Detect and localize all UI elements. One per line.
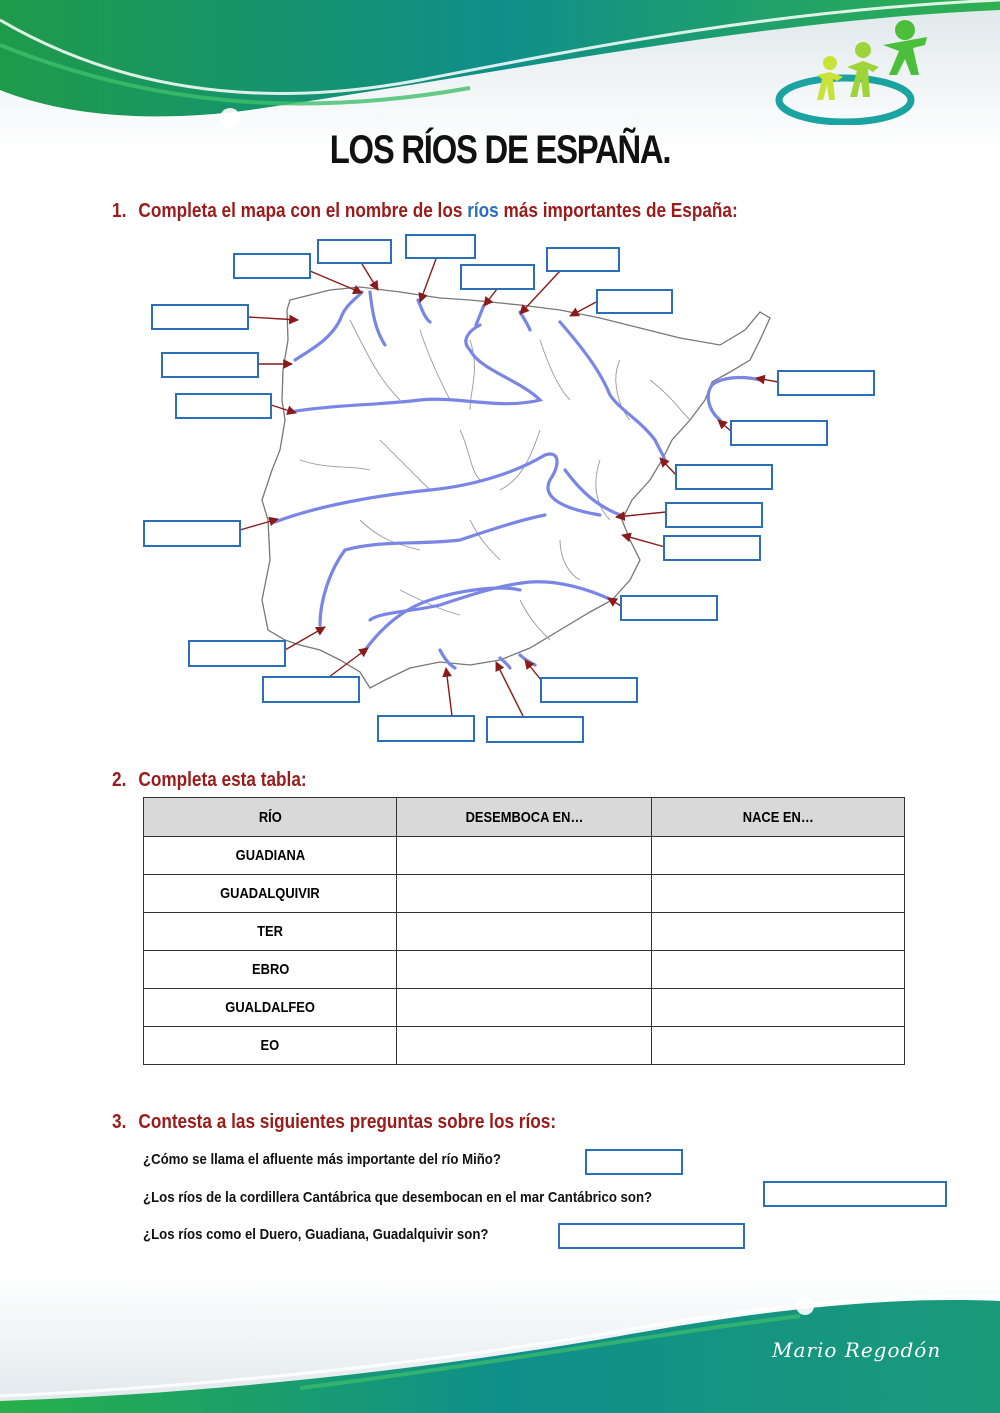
map-answer-box-15[interactable] (143, 520, 241, 547)
section-3-number: 3. (112, 1111, 127, 1133)
river-name: TER (257, 923, 284, 940)
river-name-cell (144, 913, 397, 951)
table-row (144, 875, 905, 913)
map-answer-box-11[interactable] (730, 420, 828, 446)
section-1-text-after: más importantes de España: (498, 200, 738, 222)
map-answer-box-7[interactable] (151, 304, 249, 330)
table-row (144, 837, 905, 875)
section-3-text: Contesta a las siguientes preguntas sobre los ríos: (138, 1111, 557, 1133)
table-row (144, 913, 905, 951)
river-guadalquivir (365, 588, 520, 650)
river-name-cell (144, 837, 397, 875)
table-row (144, 989, 905, 1027)
river-name: GUADALQUIVIR (220, 885, 321, 902)
map-answer-box-12[interactable] (675, 464, 773, 490)
river-south-2 (500, 658, 510, 668)
map-answer-box-9[interactable] (175, 393, 272, 419)
section-1-highlight: ríos (467, 200, 499, 222)
section-1-text-before: Completa el mapa con el nombre de los (138, 200, 468, 222)
signature: Mario Regodón (772, 1338, 942, 1362)
river-name-cell (144, 875, 397, 913)
question-2-answer-box[interactable] (763, 1181, 947, 1207)
nace-cell[interactable] (651, 837, 904, 875)
river-name: GUADIANA (235, 847, 305, 864)
header-nace (651, 798, 904, 837)
section-2-text: Completa esta tabla: (138, 769, 307, 791)
section-1-number: 1. (112, 200, 127, 222)
map-answer-box-13[interactable] (665, 502, 763, 528)
river-north-3 (476, 305, 484, 325)
section-2-number: 2. (112, 769, 127, 791)
river-guadalfeo (440, 650, 455, 668)
river-ebro (560, 322, 665, 460)
nace-cell[interactable] (651, 989, 904, 1027)
header-rio (144, 798, 397, 837)
section-1-heading (112, 200, 738, 223)
desemboca-cell[interactable] (397, 989, 651, 1027)
nace-cell[interactable] (651, 951, 904, 989)
map-answer-box-1[interactable] (233, 253, 311, 279)
river-tajo (275, 454, 600, 522)
header-desemboca-label: DESEMBOCA EN… (465, 808, 584, 826)
question-1: ¿Cómo se llama el afluente más importante del río Miño? (143, 1151, 501, 1168)
river-name: EO (260, 1037, 280, 1054)
table-row (144, 951, 905, 989)
map-answer-box-19[interactable] (540, 677, 638, 703)
map-answer-box-18[interactable] (262, 676, 360, 703)
map-answer-box-17[interactable] (188, 640, 286, 667)
river-name-cell (144, 989, 397, 1027)
question-2: ¿Los ríos de la cordillera Cantábrica que desembocan en el mar Cantábrico son? (143, 1189, 653, 1206)
river-name: EBRO (251, 961, 289, 978)
nace-cell[interactable] (651, 875, 904, 913)
desemboca-cell[interactable] (397, 875, 651, 913)
map-answer-box-8[interactable] (161, 352, 259, 378)
map-answer-box-5[interactable] (546, 247, 620, 272)
river-ter (708, 378, 760, 420)
page-title: LOS RÍOS DE ESPAÑA. (329, 128, 671, 172)
map-answer-box-3[interactable] (405, 234, 476, 259)
desemboca-cell[interactable] (397, 1027, 651, 1065)
nace-cell[interactable] (651, 913, 904, 951)
header-desemboca (397, 798, 651, 837)
river-guadiana (320, 515, 545, 625)
nace-cell[interactable] (651, 1027, 904, 1065)
section-3-heading (112, 1111, 556, 1134)
question-3-answer-box[interactable] (558, 1223, 745, 1249)
desemboca-cell[interactable] (397, 951, 651, 989)
rivers-table (143, 797, 905, 1065)
map-answer-box-20[interactable] (377, 715, 475, 742)
map-answer-box-10[interactable] (777, 370, 875, 396)
map-answer-box-2[interactable] (317, 239, 392, 264)
map-answer-box-6[interactable] (596, 289, 673, 314)
river-north-1 (370, 292, 385, 345)
river-north-2 (418, 300, 430, 322)
river-north-4 (520, 312, 530, 330)
header-rio-label: RÍO (258, 808, 282, 826)
map-answer-box-14[interactable] (663, 535, 761, 561)
map-answer-box-16[interactable] (620, 595, 718, 621)
river-name-cell (144, 951, 397, 989)
table-header-row (144, 798, 905, 837)
river-mino (295, 292, 362, 360)
river-name-cell (144, 1027, 397, 1065)
map-answer-box-21[interactable] (486, 716, 584, 743)
desemboca-cell[interactable] (397, 837, 651, 875)
map-answer-box-4[interactable] (460, 264, 535, 290)
header-nace-label: NACE EN… (742, 808, 814, 826)
desemboca-cell[interactable] (397, 913, 651, 951)
question-3: ¿Los ríos como el Duero, Guadiana, Guadalquivir son? (143, 1226, 489, 1243)
question-1-answer-box[interactable] (585, 1149, 683, 1175)
river-name: GUALDALFEO (225, 999, 316, 1016)
section-2-heading (112, 769, 307, 792)
logo-icon (775, 15, 940, 125)
table-row (144, 1027, 905, 1065)
